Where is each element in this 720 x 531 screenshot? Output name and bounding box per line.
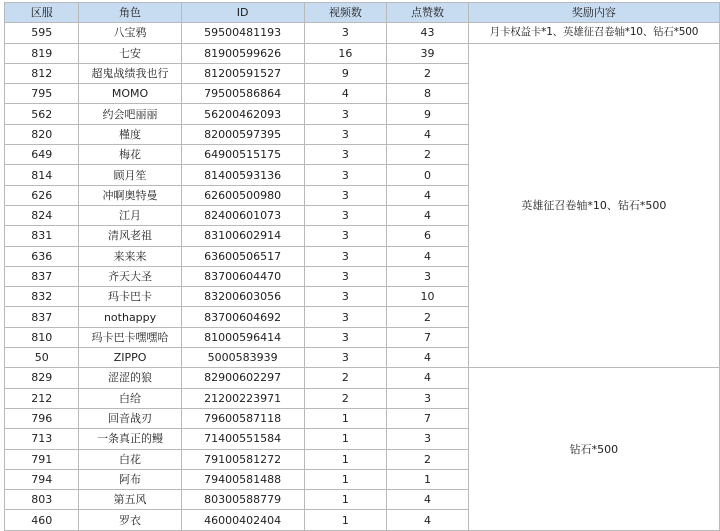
cell-server: 814 (5, 165, 79, 185)
cell-like-count: 4 (387, 185, 469, 205)
cell-role: 罗衣 (79, 510, 181, 530)
cell-id: 79100581272 (181, 449, 304, 469)
header-role: 角色 (79, 3, 181, 23)
cell-role: 玛卡巴卡嘿嘿哈 (79, 327, 181, 347)
cell-like-count: 2 (387, 145, 469, 165)
cell-id: 46000402404 (181, 510, 304, 530)
cell-role: 清风老祖 (79, 226, 181, 246)
cell-id: 59500481193 (181, 23, 304, 43)
cell-id: 79500586864 (181, 84, 304, 104)
cell-id: 56200462093 (181, 104, 304, 124)
cell-server: 824 (5, 205, 79, 225)
cell-role: 约会吧丽丽 (79, 104, 181, 124)
cell-role: 江月 (79, 205, 181, 225)
cell-id: 81000596414 (181, 327, 304, 347)
cell-server: 820 (5, 124, 79, 144)
cell-like-count: 2 (387, 307, 469, 327)
cell-server: 829 (5, 368, 79, 388)
cell-like-count: 10 (387, 287, 469, 307)
cell-id: 83200603056 (181, 287, 304, 307)
cell-video-count: 1 (304, 429, 387, 449)
cell-role: 七安 (79, 43, 181, 63)
cell-like-count: 4 (387, 246, 469, 266)
cell-role: 槿度 (79, 124, 181, 144)
header-id: ID (181, 3, 304, 23)
cell-server: 212 (5, 388, 79, 408)
cell-video-count: 1 (304, 510, 387, 530)
reward-table (4, 2, 720, 531)
cell-id: 83700604692 (181, 307, 304, 327)
cell-server: 832 (5, 287, 79, 307)
cell-id: 64900515175 (181, 145, 304, 165)
cell-role: 超鬼战绩我也行 (79, 63, 181, 83)
cell-like-count: 3 (387, 429, 469, 449)
cell-role: 一条真正的鳗 (79, 429, 181, 449)
cell-role: 第五风 (79, 490, 181, 510)
cell-like-count: 8 (387, 84, 469, 104)
cell-role: 冲啊奥特曼 (79, 185, 181, 205)
cell-role: 顾月笙 (79, 165, 181, 185)
cell-video-count: 3 (304, 327, 387, 347)
cell-reward: 钻石*500 (468, 368, 719, 530)
header-like-count: 点赞数 (387, 3, 469, 23)
cell-id: 79600587118 (181, 408, 304, 428)
cell-id: 62600500980 (181, 185, 304, 205)
cell-like-count: 2 (387, 63, 469, 83)
cell-server: 796 (5, 408, 79, 428)
cell-video-count: 2 (304, 388, 387, 408)
cell-server: 50 (5, 348, 79, 368)
cell-server: 831 (5, 226, 79, 246)
cell-video-count: 3 (304, 124, 387, 144)
cell-id: 83700604470 (181, 266, 304, 286)
cell-server: 595 (5, 23, 79, 43)
cell-like-count: 4 (387, 124, 469, 144)
cell-role: MOMO (79, 84, 181, 104)
cell-video-count: 3 (304, 165, 387, 185)
cell-role: 阿布 (79, 469, 181, 489)
cell-role: 八宝鸦 (79, 23, 181, 43)
cell-like-count: 39 (387, 43, 469, 63)
cell-id: 81400593136 (181, 165, 304, 185)
cell-like-count: 2 (387, 449, 469, 469)
header-server: 区服 (5, 3, 79, 23)
cell-server: 837 (5, 266, 79, 286)
cell-video-count: 3 (304, 205, 387, 225)
cell-reward: 月卡权益卡*1、英雄征召卷轴*10、钻石*500 (468, 23, 719, 43)
cell-video-count: 3 (304, 246, 387, 266)
header-video-count: 视频数 (304, 3, 387, 23)
cell-video-count: 1 (304, 408, 387, 428)
cell-server: 713 (5, 429, 79, 449)
cell-id: 79400581488 (181, 469, 304, 489)
cell-server: 810 (5, 327, 79, 347)
cell-role: 回音战刃 (79, 408, 181, 428)
cell-video-count: 3 (304, 226, 387, 246)
cell-video-count: 3 (304, 104, 387, 124)
cell-like-count: 3 (387, 266, 469, 286)
header-row (5, 3, 720, 23)
cell-role: 白给 (79, 388, 181, 408)
cell-role: 涩涩的狼 (79, 368, 181, 388)
cell-role: 白花 (79, 449, 181, 469)
cell-id: 80300588779 (181, 490, 304, 510)
cell-video-count: 3 (304, 185, 387, 205)
cell-id: 5000583939 (181, 348, 304, 368)
cell-like-count: 43 (387, 23, 469, 43)
cell-like-count: 4 (387, 348, 469, 368)
cell-id: 81200591527 (181, 63, 304, 83)
cell-id: 82400601073 (181, 205, 304, 225)
cell-like-count: 4 (387, 205, 469, 225)
table-row (5, 368, 720, 388)
cell-server: 812 (5, 63, 79, 83)
cell-video-count: 1 (304, 449, 387, 469)
cell-server: 562 (5, 104, 79, 124)
cell-like-count: 6 (387, 226, 469, 246)
table-row (5, 43, 720, 63)
cell-like-count: 1 (387, 469, 469, 489)
cell-video-count: 3 (304, 23, 387, 43)
cell-server: 794 (5, 469, 79, 489)
cell-id: 21200223971 (181, 388, 304, 408)
cell-video-count: 3 (304, 266, 387, 286)
cell-video-count: 4 (304, 84, 387, 104)
cell-id: 71400551584 (181, 429, 304, 449)
cell-role: 来来来 (79, 246, 181, 266)
cell-video-count: 2 (304, 368, 387, 388)
cell-video-count: 1 (304, 490, 387, 510)
cell-server: 791 (5, 449, 79, 469)
cell-server: 649 (5, 145, 79, 165)
cell-server: 626 (5, 185, 79, 205)
cell-server: 795 (5, 84, 79, 104)
cell-id: 83100602914 (181, 226, 304, 246)
table-body (5, 23, 720, 530)
table-row (5, 23, 720, 43)
cell-server: 460 (5, 510, 79, 530)
cell-id: 81900599626 (181, 43, 304, 63)
cell-reward: 英雄征召卷轴*10、钻石*500 (468, 43, 719, 368)
cell-like-count: 7 (387, 327, 469, 347)
cell-like-count: 3 (387, 388, 469, 408)
cell-role: 齐天大圣 (79, 266, 181, 286)
cell-like-count: 4 (387, 510, 469, 530)
cell-like-count: 4 (387, 368, 469, 388)
cell-video-count: 16 (304, 43, 387, 63)
cell-server: 636 (5, 246, 79, 266)
cell-server: 837 (5, 307, 79, 327)
cell-video-count: 3 (304, 307, 387, 327)
cell-video-count: 1 (304, 469, 387, 489)
cell-server: 819 (5, 43, 79, 63)
cell-video-count: 3 (304, 145, 387, 165)
cell-like-count: 0 (387, 165, 469, 185)
cell-id: 82000597395 (181, 124, 304, 144)
cell-role: nothappy (79, 307, 181, 327)
cell-like-count: 7 (387, 408, 469, 428)
cell-like-count: 9 (387, 104, 469, 124)
cell-role: 梅花 (79, 145, 181, 165)
cell-id: 63600506517 (181, 246, 304, 266)
cell-video-count: 9 (304, 63, 387, 83)
cell-role: ZIPPO (79, 348, 181, 368)
cell-video-count: 3 (304, 287, 387, 307)
cell-role: 玛卡巴卡 (79, 287, 181, 307)
cell-like-count: 4 (387, 490, 469, 510)
cell-video-count: 3 (304, 348, 387, 368)
cell-server: 803 (5, 490, 79, 510)
cell-id: 82900602297 (181, 368, 304, 388)
header-reward: 奖励内容 (468, 3, 719, 23)
